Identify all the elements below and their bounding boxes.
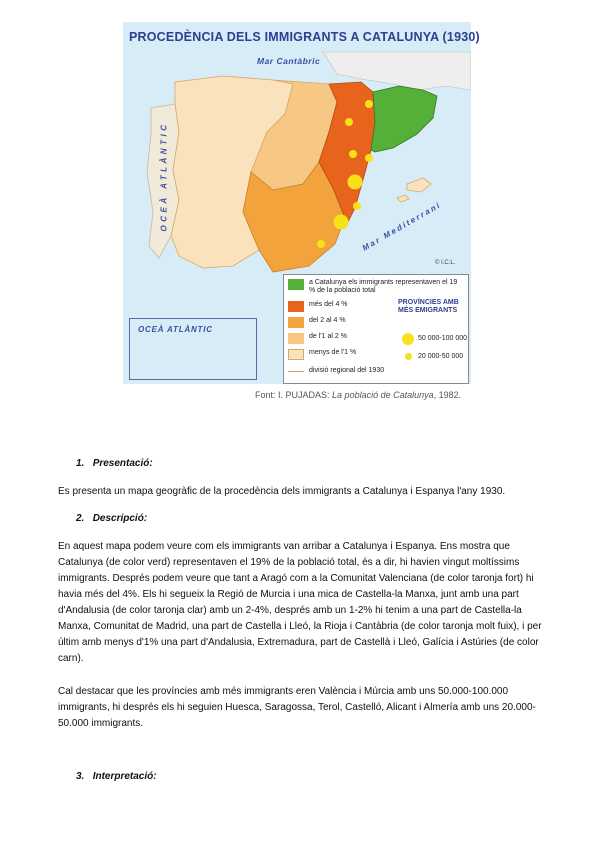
sea-label-atlantic: OCEÀ ATLÀNTIC (159, 121, 169, 232)
sea-label-cantabric: Mar Cantàbric (257, 56, 321, 66)
source-prefix: Font: I. (255, 390, 286, 400)
presentacio-text: Es presenta un mapa geogràfic de la procedència dels immigrants a Catalunya i Espanya l'any 1930. (58, 486, 506, 497)
legend-less1: menys de l'1 % (309, 349, 357, 356)
legend-small-label: 20 000-50 000 (418, 353, 464, 360)
dot-castello (365, 154, 373, 162)
swatch-less1 (288, 349, 304, 360)
balearic-islands (397, 178, 431, 202)
dot-huesca (365, 100, 373, 108)
legend-dot-small (405, 353, 412, 360)
source-author: PUJADAS (285, 390, 328, 400)
descripcio-text-1: En aquest mapa podem veure com els immigrants van arribar a Catalunya i Espanya. Ens mostra que Catalunya (de color verd) representaven el 19% de la població total, és a dir, hi havien vingut moltíssims immigrants. Després podem veure que tant a Aragó com a la Comunitat Valenciana (de color taronja fort) hi havia més del 4%. Els hi segueix la Regió de Murcia i una mica de Castella-la Manxa, junt amb una part d'Andalusia (de color taronja clar) amb un 2-4%, després amb un 1-2% hi tenim a una part de Castella-la Manxa, Comunitat de Madrid, una part de Castella i Lleó, la Rioja i Cantàbria (de color taronja molt fuix), i per últim amb menys d'1% una part d'Andalusia, Extremadura, part de Castellà i Lleó, Galícia i Astúries (de color carn). (58, 541, 542, 664)
dot-almeria (317, 240, 325, 248)
swatch-catalonia (288, 279, 304, 290)
region-catalonia (371, 86, 437, 152)
section-title: Interpretació: (92, 771, 157, 782)
legend-2to4: del 2 al 4 % (309, 317, 346, 324)
source-work: La població de Catalunya (332, 390, 434, 400)
legend-row-division (288, 367, 384, 375)
section-heading-descripcio (76, 513, 147, 524)
map-source (255, 390, 461, 400)
dot-zaragoza (345, 118, 353, 126)
legend-row-more4 (288, 301, 348, 312)
source-sep: : (327, 390, 333, 400)
section-number: 1. (76, 458, 85, 469)
legend-big-label: 50 000-100 000 (418, 335, 468, 342)
legend-division: divisió regional del 1930 (309, 367, 385, 374)
map-title: PROCEDÈNCIA DELS IMMIGRANTS A CATALUNYA (1930) (129, 30, 480, 44)
legend-more4: més del 4 % (309, 301, 348, 308)
section-heading-presentacio (76, 458, 153, 469)
legend-provinces-title: PROVÍNCIES AMB MÉS EMIGRANTS (398, 299, 459, 314)
legend-1to2: de l'1 al 2 % (309, 333, 347, 340)
dot-valencia (348, 175, 363, 190)
section-title: Presentació: (92, 458, 153, 469)
canary-inset (129, 318, 257, 380)
swatch-1to2 (288, 333, 304, 344)
source-year: , 1982. (433, 390, 462, 400)
section-number: 3. (76, 771, 85, 782)
legend-dot-big (402, 333, 414, 345)
legend-catalonia: a Catalunya els immigrants representaven el 19 % de la població total (309, 279, 458, 294)
division-line-symbol (288, 371, 304, 372)
legend-row-catalonia (288, 279, 459, 295)
dot-teruel (349, 150, 357, 158)
dot-alicant (353, 202, 361, 210)
legend-row-less1 (288, 349, 356, 360)
dot-murcia (334, 215, 349, 230)
swatch-2to4 (288, 317, 304, 328)
sea-label-atlantic-inset: OCEÀ ATLÀNTIC (138, 325, 213, 334)
section-title: Descripció: (92, 513, 148, 524)
section-heading-interpretacio (76, 771, 157, 782)
map-legend (283, 274, 469, 384)
descripcio-text-2: Cal destacar que les províncies amb més immigrants eren València i Múrcia amb uns 50.000-100.000 immigrants, hi després els hi seguien Huesca, Saragossa, Terol, Castelló, Alicant i Almería amb uns 20.000-50.000 immigrants. (58, 686, 536, 729)
copyright-note: © I.C.L. (435, 260, 456, 266)
immigration-map-figure (123, 22, 480, 384)
section-number: 2. (76, 513, 85, 524)
sea-label-mediterrani: Mar Mediterrani (360, 200, 443, 253)
swatch-more4 (288, 301, 304, 312)
legend-row-2to4 (288, 317, 346, 328)
legend-row-1to2 (288, 333, 347, 344)
